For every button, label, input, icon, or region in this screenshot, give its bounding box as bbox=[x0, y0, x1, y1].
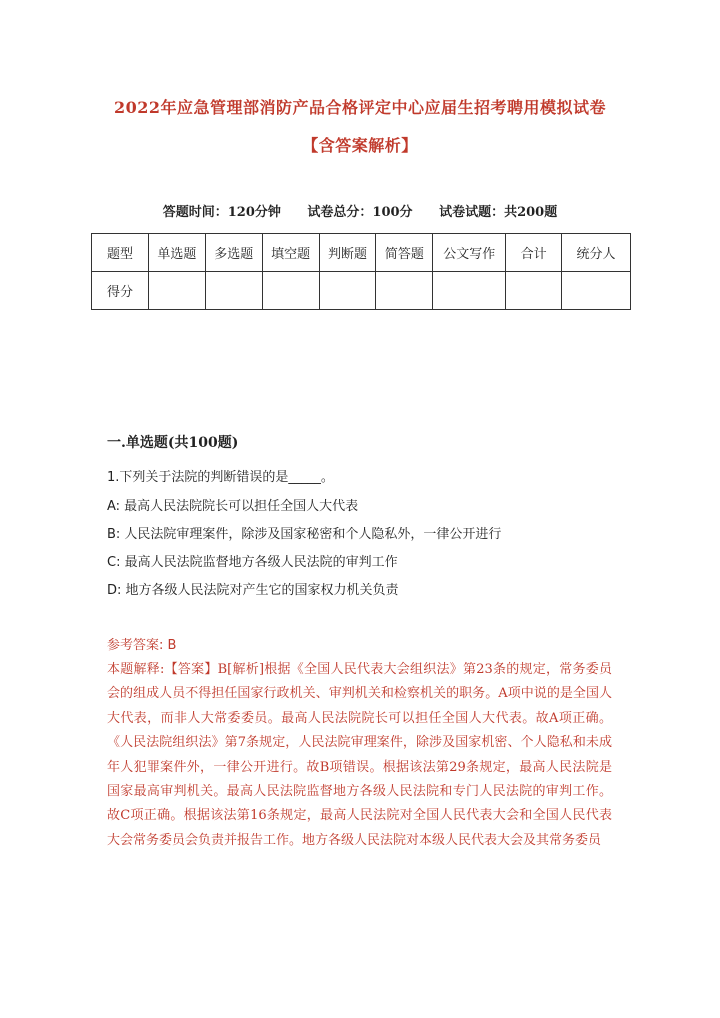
section-title: 一.单选题(共100题) bbox=[107, 435, 239, 451]
exam-question-count: 试卷试题：共200题 bbox=[439, 205, 558, 220]
question-stem: 1.下列关于法院的判断错误的是_____。 bbox=[107, 470, 334, 485]
exam-title-line1: 2022年应急管理部消防产品合格评定中心应届生招考聘用模拟试卷 bbox=[113, 98, 607, 117]
option-a: A: 最高人民法院院长可以担任全国人大代表 bbox=[107, 499, 359, 514]
score-header-cell: 判断题 bbox=[319, 234, 376, 272]
score-header-cell: 统分人 bbox=[562, 234, 631, 272]
score-table-score-row bbox=[92, 272, 631, 310]
score-header-cell: 简答题 bbox=[376, 234, 433, 272]
score-header-cell: 多选题 bbox=[205, 234, 262, 272]
score-header-cell: 题型 bbox=[92, 234, 149, 272]
score-cell bbox=[433, 272, 506, 310]
score-header-cell: 合计 bbox=[506, 234, 562, 272]
score-header-cell: 公文写作 bbox=[433, 234, 506, 272]
score-row-label: 得分 bbox=[92, 272, 149, 310]
exam-title-line2: 【含答案解析】 bbox=[302, 136, 418, 155]
reference-answer: 参考答案: B bbox=[107, 638, 177, 653]
answer-explanation: 本题解释:【答案】B[解析]根据《全国人民代表大会组织法》第23条的规定，常务委员会的组成人员不得担任国家行政机关、审判机关和检察机关的职务。A项中说的是全国人大代表，而非人大常委委员。最高人民法院院长可以担任全国人大代表。故A项正确。《人民法院组织法》第7条规定，人民法院审理案件，除涉及国家机密、个人隐私和未成年人犯罪案件外，一律公开进行。故B项错误。根据该法第29条规定，最高人民法院是国家最高审判机关。最高人民法院监督地方各级人民法院和专门人民法院的审判工作。故C项正确。根据该法第16条规定，最高人民法院对全国人民代表大会和全国人民代表大会常务委员会负责并报告工作。地方各级人民法院对本级人民代表大会及其常务委员 bbox=[107, 662, 612, 848]
option-d: D: 地方各级人民法院对产生它的国家权力机关负责 bbox=[107, 583, 399, 598]
score-cell bbox=[506, 272, 562, 310]
exam-total-score: 试卷总分：100分 bbox=[307, 205, 413, 220]
score-cell bbox=[148, 272, 205, 310]
score-header-cell: 填空题 bbox=[262, 234, 319, 272]
score-cell bbox=[319, 272, 376, 310]
score-cell bbox=[262, 272, 319, 310]
score-table bbox=[91, 233, 631, 310]
score-cell bbox=[376, 272, 433, 310]
score-header-cell: 单选题 bbox=[148, 234, 205, 272]
score-cell bbox=[205, 272, 262, 310]
option-c: C: 最高人民法院监督地方各级人民法院的审判工作 bbox=[107, 555, 398, 570]
exam-time: 答题时间：120分钟 bbox=[162, 205, 281, 220]
score-cell bbox=[562, 272, 631, 310]
score-table-header-row bbox=[92, 234, 631, 272]
option-b: B: 人民法院审理案件，除涉及国家秘密和个人隐私外，一律公开进行 bbox=[107, 527, 502, 542]
exam-meta bbox=[0, 201, 720, 220]
